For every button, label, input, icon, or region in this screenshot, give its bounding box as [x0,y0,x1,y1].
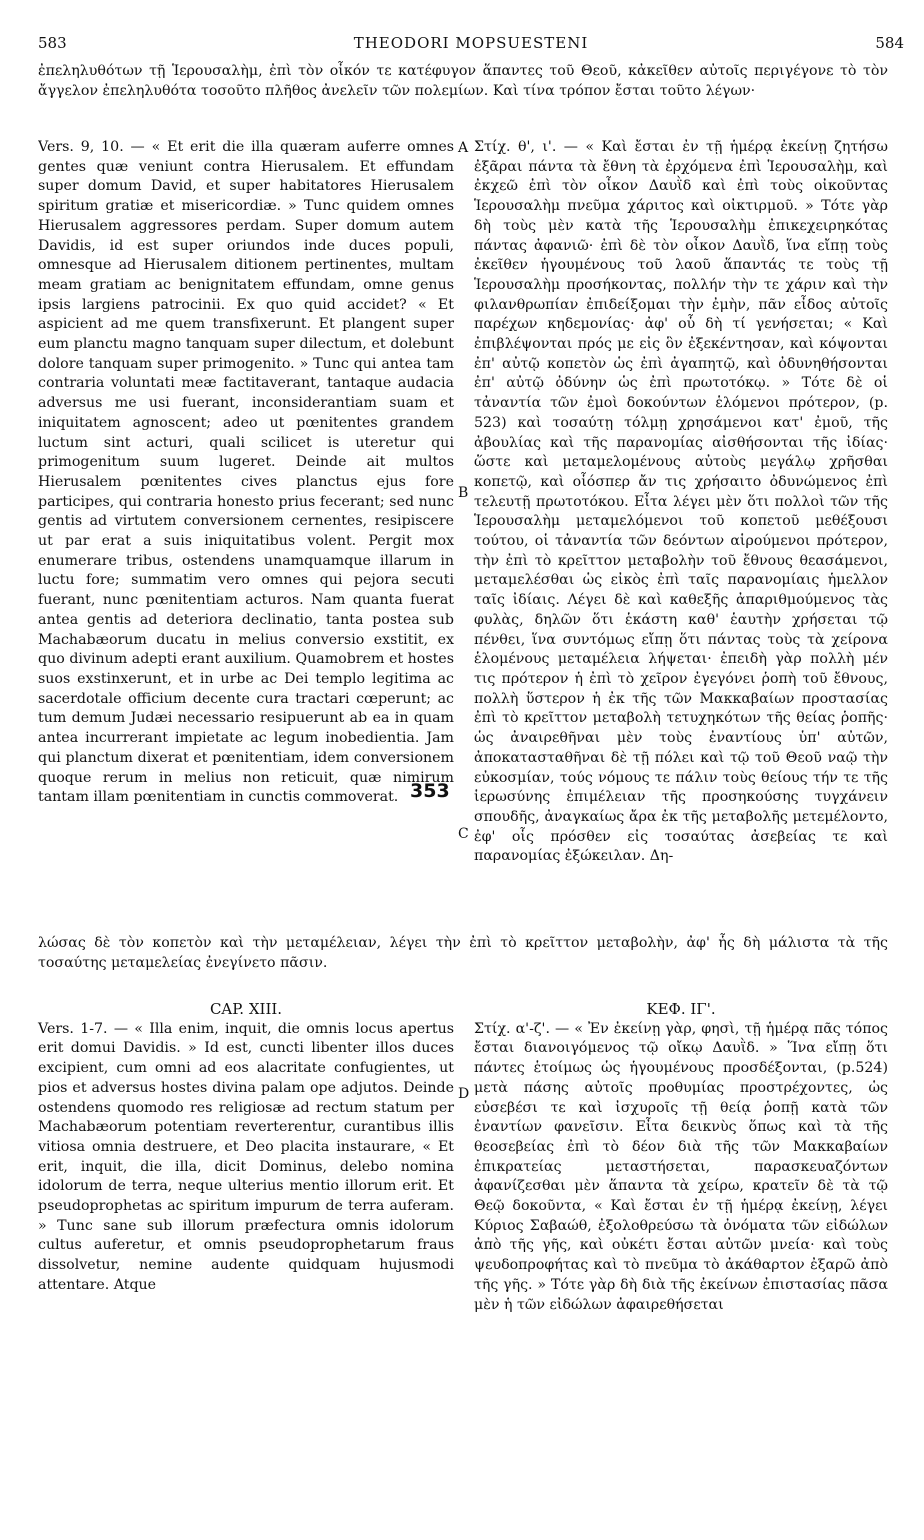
margin-marker-a: A [458,140,469,156]
greek-column-lower [474,1000,888,1315]
migne-column-number: 353 [410,780,450,802]
chapter-heading-latin: CAP. XIII. [209,1000,283,1018]
greek-column-upper [474,138,888,934]
intro-greek-text: ἐπεληλυθότων τῇ Ἱερουσαλὴμ, ἐπὶ τὸν οἶκόν τε κατέφυγον ἅπαντες τοῦ Θεοῦ, κἀκεῖθεν αὐτοῖς περιγέγονε τὸ τὸν ἄγγελον ἐπεληλυθότα τοσοῦτο πλῆθος ἀνελεῖν τῶν πολεμίων. Καὶ τίνα τρόπον ἔσται τοῦτο λέγων· [38,63,888,99]
margin-marker-c: C [458,826,469,842]
bridge-greek-text: λώσας δὲ τὸν κοπετὸν καὶ τὴν μεταμέλειαν, λέγει τὴν ἐπὶ τὸ κρεῖττον μεταβολὴν, ἀφ' ἧς δὴ μάλιστα τὰ τῆς τοσαύτης μεταμελείας ἐνεγίνετο πᾶσιν. [38,935,888,971]
greek-upper-text: Στίχ. θ', ι'. — « Καὶ ἔσται ἐν τῇ ἡμέρᾳ ἐκείνῃ ζητήσω ἐξᾶραι πάντα τὰ ἔθνη τὰ ἐρχόμενα ἐπὶ Ἱερουσαλὴμ, καὶ ἐκχεῶ ἐπὶ τὸν οἶκον Δαυῒδ καὶ ἐπὶ τοὺς οἰκοῦντας Ἱερουσαλὴμ πνεῦμα χάριτος καὶ οἰκτιρμοῦ. » Τότε γὰρ δὴ τοὺς μὲν κατὰ τῆς Ἱερουσαλὴμ ἐπικεχειρηκότας πάντας ἀφανιῶ· ἐπὶ δὲ τὸν οἶκον Δαυῒδ, ἵνα εἴπῃ τοὺς ἐκεῖθεν ἡγουμένους τοῦ λαοῦ ἅπαντάς τε τοὺς τῇ Ἱερουσαλὴμ προσήκοντας, πολλήν τὴν τε χάριν καὶ τὴν φιλανθρωπίαν ἐπιδείξομαι τὴν ἐμὴν, πᾶν εἶδος αὐτοῖς παρέχων κηδεμονίας· ἀφ' οὗ δὴ τί γενήσεται; « Καὶ ἐπιβλέψονται πρός με εἰς ὃν ἐξεκέντησαν, καὶ κόψονται ἐπ' αὐτῷ κοπετὸν ὡς ἐπὶ ἀγαπητῷ, καὶ ὀδυνηθήσονται ἐπ' αὐτῷ ὀδύνην ὡς ἐπὶ πρωτοτόκῳ. » Τότε δὲ οἱ τἀναντία τῶν ἐμοὶ δοκούντων ἑλόμενοι πρότερον, (p. 523) καὶ τοσαύτῃ τόλμῃ χρησάμενοι κατ' ἐμοῦ, τῆς ἀβουλίας καὶ τῆς παρανομίας αἰσθήσονται τῆς ἰδίας· ὥστε καὶ μεταμελομένους αὐτοὺς μεγάλῳ χρῆσθαι κοπετῷ, καὶ οἷόσπερ ἄν τις χρήσαιτο ὀδυνώμενος ἐπὶ τελευτῇ πρωτοτόκου. Εἶτα λέγει μὲν ὅτι πολλοὶ τῶν τῆς Ἱερουσαλὴμ μεταμελόμενοι τοῦ κοπετοῦ μεθέξουσι τούτου, οἱ τἀναντία τῶν δεόντων αἱρούμενοι πρότερον, τὴν ἐπὶ τὸ κρεῖττον μεταβολὴν τοῦ ἔθνους θεασάμενοι, μεταμελέσθαι ὡς εἰκὸς ἐπὶ ταῖς παρανομίαις ἡμελλον ταῖς ἰδίαις. Λέγει δὲ καὶ καθεξῆς ἀπαριθμούμενος τὰς φυλὰς, δηλῶν ὅτι ἑκάστη καθ' ἑαυτὴν χρήσεται τῷ πένθει, ἵνα συντόμως εἴπῃ ὅτι πάντας τοὺς τὰ χείρονα ἑλομένους μεταμέλεια λήψεται· ἐπειδὴ γὰρ πολλὴ μέν τις πρότερον ἡ ἐπὶ τὸ χεῖρον ἐγεγόνει ῥοπὴ τοῦ ἔθνους, πολλὴ ὕστερον ἡ ἐκ τῆς τῶν Μακκαβαίων προστασίας ἐπὶ τὸ κρεῖττον μεταβολὴ τετυχηκότων τῆς θείας ῥοπῆς· ὡς ἀναιρεθῆναι μὲν τοὺς ἐναντίους ὑπ' αὐτῶν, ἀποκατασταθῆναι δὲ τῇ πόλει καὶ τῷ τοῦ Θεοῦ ναῷ τὴν εὐκοσμίαν, τούς νόμους τε πάλιν τοὺς θείους τήν τε τῆς ἱερωσύνης ἐπιμέλειαν τῆς προσηκούσης τυγχάνειν σπουδῆς, ἀναγκαίως ἄρα ἐκ τῆς μεταβολῆς μετεμέλοντο, ἐφ' οἷς πρόσθεν εἰς τοσαύτας ἀσεβείας τε καὶ παρανομίας ἐξώκειλαν. Δη- [474,139,888,865]
intro-paragraph [38,62,888,101]
running-header [38,34,904,56]
latin-lower-text: Vers. 1-7. — « Illa enim, inquit, die omnis locus apertus erit domui Davidis. » Id est, cuncti libenter illos duces excipient, cum omni ad eos alacritate confugientes, ut pios et adversus hostes divina palam ope adjutos. Deinde ostendens quomodo res religiosæ ad rectum statum per Machabæorum potentiam reverterentur, curantibus illis vitiosa omnia destruere, et Deo placita instaurare, « Et erit, inquit, die illa, dicit Dominus, delebo nomina idolorum de terra, neque ulterius mentio illorum erit. Et pseudoprophetas ac spiritum impurum de terra auferam. » Tunc sane sub illorum præfectura omnis idolorum cultus auferetur, et omnis pseudoprophetarum fraus dissolvetur, nemine audente quidquam hujusmodi attentare. Atque [38,1020,454,1293]
chapter-heading-greek: ΚΕΦ. ΙΓ'. [646,1000,716,1018]
bridge-paragraph [38,934,888,973]
latin-column-upper [38,138,454,934]
margin-marker-d: D [458,1086,470,1102]
page-number-right: 584 [875,34,904,52]
greek-lower-text: Στίχ. α'-ζ'. — « Ἐν ἐκείνῃ γὰρ, φησὶ, τῇ ἡμέρᾳ πᾶς τόπος ἔσται διανοιγόμενος τῷ οἴκῳ Δαυῒδ. » Ἵνα εἴπῃ ὅτι πάντες ἑτοίμως ὡς ἡγουμένους προσδέξονται, (p.524) μετὰ πάσης αὐτοῖς προθυμίας προστρέχοντες, ὡς εὐσεβέσι τε καὶ ἰσχυροῖς τῇ θείᾳ ῥοπῇ κατὰ τῶν ἐναντίων φανεῖσιν. Εἶτα δεικνὺς ὅπως καὶ τὰ τῆς θεοσεβείας ἐπὶ τὸ δέον διὰ τῆς τῶν Μακκαβαίων ἐπικρατείας μεταστήσεται, παρασκευαζόντων ἀφανίζεσθαι μὲν ἅπαντα τὰ χείρω, κρατεῖν δὲ τὰ τῷ Θεῷ δοκοῦντα, « Καὶ ἔσται ἐν τῇ ἡμέρᾳ ἐκείνῃ, λέγει Κύριος Σαβαώθ, ἐξολοθρεύσω τὰ ὀνόματα τῶν εἰδώλων ἀπὸ τῆς γῆς, καὶ οὐκέτι ἔσται αὐτῶν μνεία· καὶ τοὺς ψευδοπροφήτας καὶ τὸ πνεῦμα τὸ ἀκάθαρτον ἐξαρῶ ἀπὸ τῆς γῆς. » Τότε γὰρ δὴ διὰ τῆς ἐκείνων ἐπιστασίας πᾶσα μὲν ἡ τῶν εἰδώλων ἀφαιρεθήσεται [474,1020,888,1313]
running-title: THEODORI MOPSUESTENI [353,34,589,52]
latin-column-lower [38,1000,454,1296]
latin-upper-text: Vers. 9, 10. — « Et erit die illa quæram auferre omnes gentes quæ veniunt contra Hierusalem. Et effundam super domum David, et super habitatores Hierusalem spiritum gratiæ et misericordiæ. » Tunc quidem omnes Hierusalem aggressores perdam. Super domum autem Davidis, id est super oriundos inde duces populi, omnesque ad Hierusalem ditionem pertinentes, multam meam gratiam ac benignitatem effundam, omne genus ipsis largiens patrocinii. Ex quo quid accidet? « Et aspicient ad me quem transfixerunt. Et plangent super eum planctu magno tanquam super dilectum, et dolebunt dolore tanquam super primogenito. » Tunc qui antea tam contraria voluntati meæ factitaverant, tantaque audacia adversus me usi fuerant, inconsiderantiam suam et iniquitatem agnoscent; adeo ut pœnitentes grandem luctum sint acturi, quali scilicet is uteretur qui primogenitum suum lugeret. Deinde ait multos Hierusalem pœnitentes cives planctus ejus fore participes, qui contraria honesto prius fecerant; sed nunc gentis ad virtutem conversionem cernentes, resipiscere ut par erat a suis iniquitatibus volent. Pergit mox enumerare tribus, ostendens unamquamque illarum in luctu fore; summatim vero omnes qui pejora secuti fuerant, nunc pœnitentiam acturos. Nam quanta fuerat antea gentis ad deteriora declinatio, tanta postea sub Machabæorum ducatu in melius conversio exstitit, ex quo divinum adepti erant auxilium. Quamobrem et hostes suos exstinxerunt, et in urbe ac Dei templo legitima ac sacerdotale officium decente cura tractari cœperunt; ac tum demum Judæi necessario resipuerunt ab ea in quam antea incurrerant impietate ac legum inobedientia. Jam qui planctum dixerat et pœnitentiam, idem conversionem quoque rerum in melius non reticuit, quæ nimirum tantam illam pœnitentiam in cunctis commoverat. [38,139,454,806]
page-number-left: 583 [38,34,67,52]
margin-marker-b: B [458,485,469,501]
